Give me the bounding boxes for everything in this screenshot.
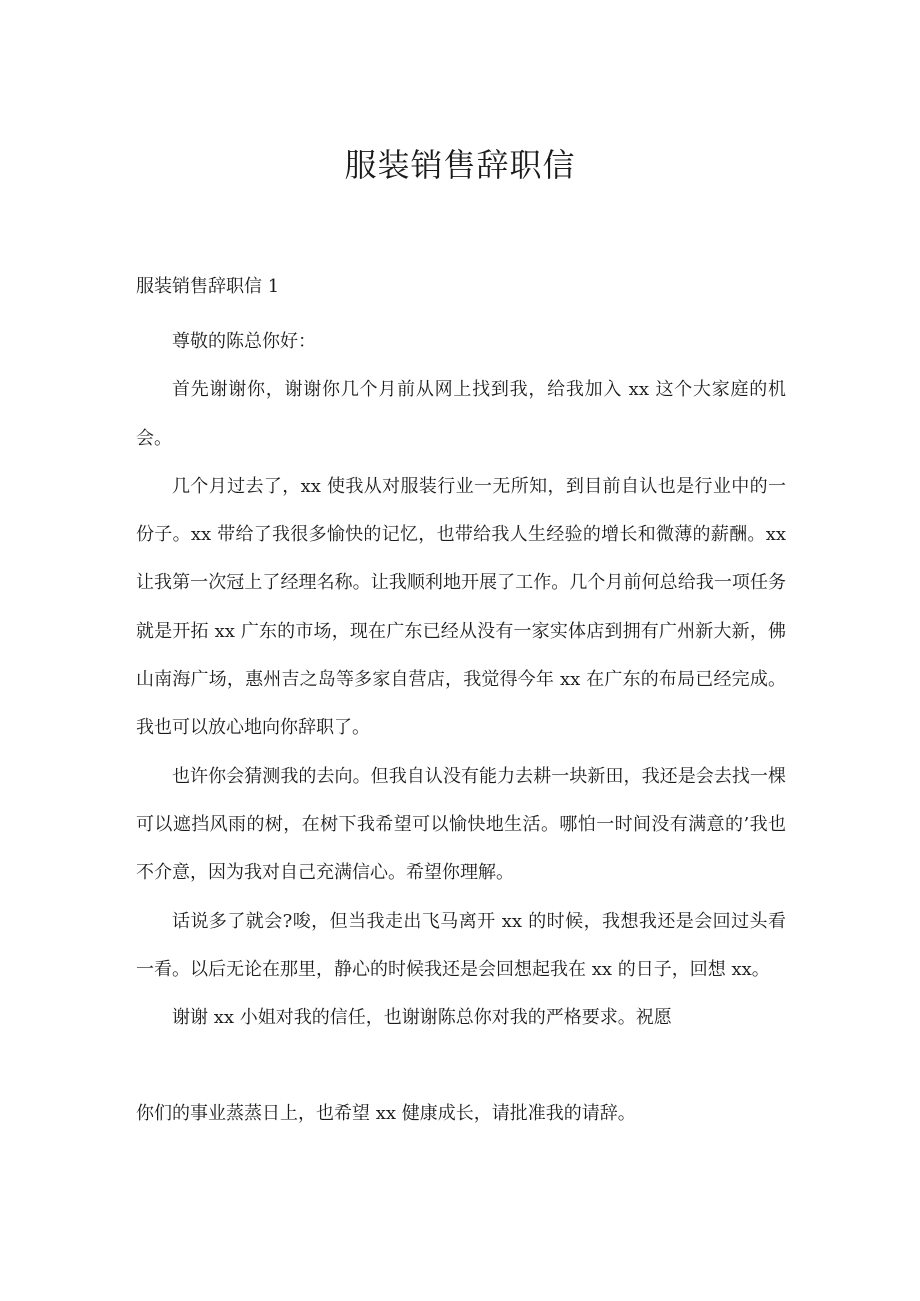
letter-body bbox=[136, 318, 786, 1139]
paragraph-1: 首先谢谢你，谢谢你几个月前从网上找到我，给我加入 xx 这个大家庭的机会。 bbox=[136, 379, 786, 449]
document-title: 服装销售辞职信 bbox=[344, 146, 576, 184]
paragraph-5: 谢谢 xx 小姐对我的信任，也谢谢陈总你对我的严格要求。祝愿 bbox=[172, 1007, 672, 1029]
paragraph-3: 也许你会猜测我的去向。但我自认没有能力去耕一块新田，我还是会去找一棵可以遮挡风雨的树，在树下我希望可以愉快地生活。哪怕一时间没有满意的’我也不介意，因为我对自己充满信心。希望你理解。 bbox=[136, 765, 786, 884]
spacer bbox=[136, 1042, 786, 1090]
paragraph-4: 话说多了就会?唆，但当我走出飞马离开 xx 的时候，我想我还是会回过头看一看。以后无论在那里，静心的时候我还是会回想起我在 xx 的日子，回想 xx。 bbox=[136, 910, 786, 980]
closing-line: 你们的事业蒸蒸日上，也希望 xx 健康成长，请批准我的请辞。 bbox=[136, 1103, 636, 1125]
section-heading: 服装销售辞职信 1 bbox=[136, 276, 280, 297]
paragraph-2: 几个月过去了，xx 使我从对服装行业一无所知，到目前自认也是行业中的一份子。xx 带给了我很多愉快的记忆，也带给我人生经验的增长和微薄的薪酬。xx 让我第一次冠上了经理名称。让我顺利地开展了工作。几个月前何总给我一项任务就是开拓 xx 广东的市场，现在广东已经从没有一家实体店到拥有广州新大新，佛山南海广场，惠州吉之岛等多家自营店，我觉得今年 xx 在广东的布局已经完成。我也可以放心地向你辞职了。 bbox=[136, 475, 786, 739]
salutation: 尊敬的陈总你好： bbox=[172, 331, 316, 352]
